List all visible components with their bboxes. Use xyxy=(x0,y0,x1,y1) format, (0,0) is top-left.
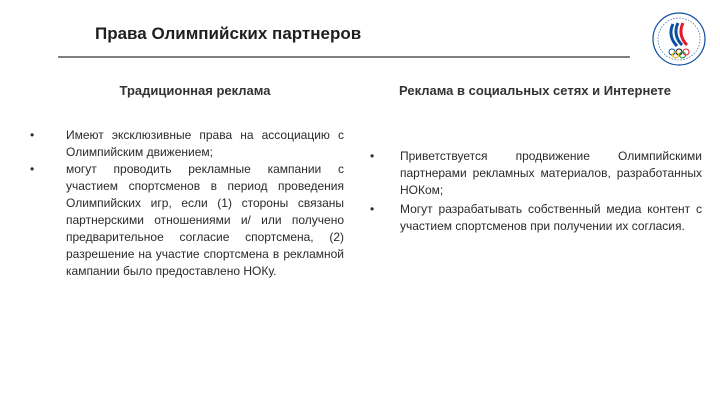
title-divider xyxy=(58,56,630,58)
list-item-text: Могут разрабатывать собственный медиа контент с участием спортсменов при получении их согласия. xyxy=(400,202,702,233)
bullet-icon: • xyxy=(30,128,35,142)
list-item xyxy=(370,201,702,235)
left-bullet-list xyxy=(30,127,344,280)
list-item-text: Приветствуется продвижение Олимпийскими партнерами рекламных материалов, разработанных НОКом; xyxy=(400,149,702,197)
right-column-heading: Реклама в социальных сетях и Интернете xyxy=(399,83,671,98)
list-item-text: могут проводить рекламные кампании с участием спортсменов в период проведения Олимпийских игр, если (1) стороны связаны партнерскими отношениями и/ или получено предварительное согласие спортсмена, (2) разрешение на участие спортсмена в рекламной кампании было предоставлено НОКу. xyxy=(66,162,344,278)
list-item xyxy=(30,127,344,161)
list-item xyxy=(370,148,702,199)
slide-title: Права Олимпийских партнеров xyxy=(95,24,362,43)
left-column-heading: Традиционная реклама xyxy=(119,83,271,98)
bullet-icon: • xyxy=(30,162,35,176)
bullet-icon: • xyxy=(370,202,375,216)
right-bullet-list xyxy=(370,148,702,237)
bullet-icon: • xyxy=(370,149,375,163)
olympic-committee-logo-icon xyxy=(650,10,708,68)
list-item xyxy=(30,161,344,280)
list-item-text: Имеют эксклюзивные права на ассоциацию с Олимпийским движением; xyxy=(66,128,344,159)
